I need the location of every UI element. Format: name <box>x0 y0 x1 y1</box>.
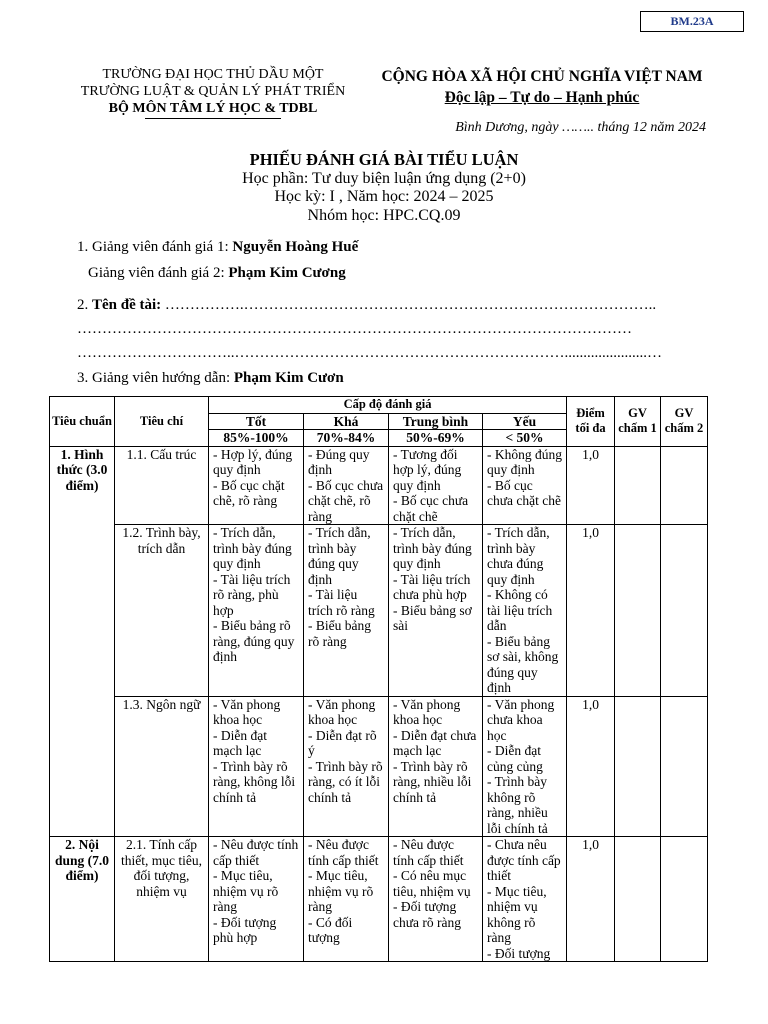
gv2-score-cell[interactable] <box>661 525 708 697</box>
criterion-line: - Mục tiêu, nhiệm vụ rõ ràng <box>213 868 279 914</box>
gv1-score-cell[interactable] <box>615 446 661 525</box>
fair-cell <box>304 525 389 697</box>
criteria-cell: 2.1. Tính cấp thiết, mục tiêu, đối tượng, nhiệm vụ <box>115 837 209 962</box>
criterion-line: - Trình bày rõ ràng, có ít lỗi chính tả <box>308 758 383 805</box>
average-cell <box>389 696 483 837</box>
evaluator-1-line <box>77 239 358 256</box>
good-cell <box>209 837 304 962</box>
criterion-line: - Văn phong khoa học <box>213 696 281 727</box>
criterion-line: - Tài liệu trích chưa phù hợp <box>393 571 471 602</box>
criterion-line: - Biểu bảng rõ ràng <box>308 618 371 649</box>
topic-dots-2: ………………………………………………………………………………………………… <box>77 321 632 337</box>
criterion-line: - Bố cục chưa chặt chẽ <box>487 477 562 508</box>
header-good-pct: 85%-100% <box>209 430 304 447</box>
max-score-cell: 1,0 <box>567 446 615 525</box>
header-average: Trung bình <box>389 413 483 430</box>
nation-header <box>370 66 714 108</box>
criterion-line: - Trích dẫn, trình bày chưa đúng quy định <box>487 525 550 587</box>
fair-cell <box>304 696 389 837</box>
institution-header <box>60 66 366 119</box>
gv1-score-cell[interactable] <box>615 525 661 697</box>
criterion-line: - Tương đối hợp lý, đúng quy định <box>393 446 462 493</box>
header-max-score: Điểm tối đa <box>567 397 615 447</box>
table-row <box>50 837 708 962</box>
criterion-line: - Văn phong khoa học <box>393 696 461 727</box>
criterion-line: - Diễn đạt rõ ý <box>308 727 377 758</box>
criteria-cell: 1.3. Ngôn ngữ <box>115 696 209 837</box>
topic-label: Tên đề tài: <box>92 297 162 313</box>
criterion-line: - Đúng quy định <box>308 446 370 477</box>
header-gv1: GV chấm 1 <box>615 397 661 447</box>
criterion-line: - Đối tượng chưa rõ ràng <box>393 899 462 930</box>
criterion-line: - Bố cục chặt chẽ, rõ ràng <box>213 477 285 508</box>
criterion-line: - Đối tượng <box>487 945 551 961</box>
header-row-1 <box>50 397 708 414</box>
criterion-line: - Trích dẫn, trình bày đúng quy định <box>308 525 371 587</box>
criterion-line: - Nêu được tính cấp thiết <box>308 837 379 868</box>
form-code: BM.23A <box>640 11 744 32</box>
criterion-line: - Có nêu mục tiêu, nhiệm vụ <box>393 868 471 899</box>
criterion-line: - Văn phong chưa khoa học <box>487 696 555 743</box>
criterion-line: - Trình bày rõ ràng, không lỗi chính tả <box>213 758 296 805</box>
max-score-cell: 1,0 <box>567 525 615 697</box>
table-row <box>50 446 708 525</box>
criterion-line: - Diễn đạt củng củng <box>487 743 543 774</box>
criterion-line: - Nêu được tính cấp thiết <box>393 837 464 868</box>
criterion-line: - Đối tượng phù hợp <box>213 914 277 945</box>
topic-number: 2. <box>77 297 92 313</box>
standard-cell-1: 1. Hình thức (3.0 điểm) <box>50 446 115 837</box>
advisor-line <box>77 370 344 387</box>
gv1-score-cell[interactable] <box>615 696 661 837</box>
term-line: Học kỳ: I , Năm học: 2024 – 2025 <box>274 188 494 205</box>
criterion-line: - Có đối tượng <box>308 914 353 945</box>
good-cell <box>209 525 304 697</box>
university-name: TRƯỜNG ĐẠI HỌC THỦ DẦU MỘT <box>102 67 324 82</box>
header-fair-pct: 70%-84% <box>304 430 389 447</box>
criteria-cell: 1.2. Trình bày, trích dẫn <box>115 525 209 697</box>
weak-cell <box>483 837 567 962</box>
average-cell <box>389 525 483 697</box>
date-line: Bình Dương, ngày …….. tháng 12 năm 2024 <box>455 120 706 135</box>
criterion-line: - Không có tài liệu trích dẫn <box>487 587 553 633</box>
header-good: Tốt <box>209 413 304 430</box>
criterion-line: - Nêu được tính cấp thiết <box>213 837 299 868</box>
header-fair: Khá <box>304 413 389 430</box>
table-row <box>50 696 708 837</box>
evaluator-1-name: Nguyễn Hoàng Huế <box>232 239 359 255</box>
course-line: Học phần: Tư duy biện luận ứng dụng (2+0) <box>242 169 526 187</box>
header-underline <box>145 118 281 119</box>
criteria-cell: 1.1. Cấu trúc <box>115 446 209 525</box>
weak-cell <box>483 446 567 525</box>
max-score-cell: 1,0 <box>567 837 615 962</box>
gv2-score-cell[interactable] <box>661 696 708 837</box>
topic-line <box>77 297 697 314</box>
advisor-name: Phạm Kim Cươn <box>233 370 344 386</box>
criterion-line: - Bố cục chưa chặt chẽ, rõ ràng <box>308 477 384 524</box>
criterion-line: - Biểu bảng sơ sài, không đúng quy định <box>487 633 559 695</box>
header-average-pct: 50%-69% <box>389 430 483 447</box>
criterion-line: - Tài liệu trích rõ ràng <box>308 587 375 618</box>
gv1-score-cell[interactable] <box>615 837 661 962</box>
criterion-line: - Chưa nêu được tính cấp thiết <box>487 837 561 883</box>
criterion-line: - Mục tiêu, nhiệm vụ không rõ ràng <box>487 883 547 945</box>
document-title: PHIẾU ĐÁNH GIÁ BÀI TIỂU LUẬN <box>249 150 519 169</box>
criterion-line: - Biểu bảng rõ ràng, đúng quy định <box>213 618 295 664</box>
header-standard: Tiêu chuẩn <box>50 397 115 447</box>
max-score-cell: 1,0 <box>567 696 615 837</box>
criterion-line: - Hợp lý, đúng quy định <box>213 446 293 477</box>
criterion-line: - Trình bày rõ ràng, nhiều lỗi chính tả <box>393 758 472 805</box>
average-cell <box>389 446 483 525</box>
criterion-line: - Trích dẫn, trình bày đúng quy định <box>393 525 472 571</box>
table-row <box>50 525 708 697</box>
department-name: BỘ MÔN TÂM LÝ HỌC & TDBL <box>108 101 318 116</box>
standard-cell-2: 2. Nội dung (7.0 điểm) <box>50 837 115 962</box>
school-name: TRƯỜNG LUẬT & QUẢN LÝ PHÁT TRIỂN <box>80 84 346 99</box>
group-line: Nhóm học: HPC.CQ.09 <box>307 206 461 224</box>
average-cell <box>389 837 483 962</box>
advisor-label: 3. Giảng viên hướng dẫn: <box>77 370 234 386</box>
fair-cell <box>304 446 389 525</box>
good-cell <box>209 696 304 837</box>
criterion-line: - Mục tiêu, nhiệm vụ rõ ràng <box>308 868 374 914</box>
criterion-line: - Văn phong khoa học <box>308 696 376 727</box>
gv2-score-cell[interactable] <box>661 446 708 525</box>
weak-cell <box>483 525 567 697</box>
evaluator-2-line <box>88 265 346 282</box>
header-levels: Cấp độ đánh giá <box>209 397 567 414</box>
fair-cell <box>304 837 389 962</box>
gv2-score-cell[interactable] <box>661 837 708 962</box>
weak-cell <box>483 696 567 837</box>
evaluator-2-label: Giảng viên đánh giá 2: <box>88 265 229 281</box>
topic-dots-1: …………….……………………………………………………………………….. <box>161 297 657 313</box>
title-block <box>0 151 768 225</box>
criterion-line: - Tài liệu trích rõ ràng, phù hợp <box>213 571 291 618</box>
evaluation-table <box>49 396 708 962</box>
good-cell <box>209 446 304 525</box>
nation-name: CỘNG HÒA XÃ HỘI CHỦ NGHĨA VIỆT NAM <box>381 68 703 85</box>
criterion-line: - Không đúng quy định <box>487 446 562 477</box>
criterion-line: - Trình bày không rõ ràng, nhiều lỗi chính tả <box>487 774 548 836</box>
topic-dots-3: …………………………..…………………………………………………………......................… <box>77 345 662 361</box>
criterion-line: - Diễn đạt mạch lạc <box>213 727 267 758</box>
criterion-line: - Biểu bảng sơ sài <box>393 602 472 633</box>
criterion-line: - Trích dẫn, trình bày đúng quy định <box>213 525 292 571</box>
criterion-line: - Diễn đạt chưa mạch lạc <box>393 727 477 758</box>
header-weak-pct: < 50% <box>483 430 567 447</box>
nation-motto: Độc lập – Tự do – Hạnh phúc <box>444 89 640 106</box>
header-gv2: GV chấm 2 <box>661 397 708 447</box>
evaluator-2-name: Phạm Kim Cương <box>228 265 346 281</box>
header-weak: Yếu <box>483 413 567 430</box>
header-criteria: Tiêu chí <box>115 397 209 447</box>
evaluator-1-label: 1. Giảng viên đánh giá 1: <box>77 239 233 255</box>
criterion-line: - Bố cục chưa chặt chẽ <box>393 493 469 524</box>
